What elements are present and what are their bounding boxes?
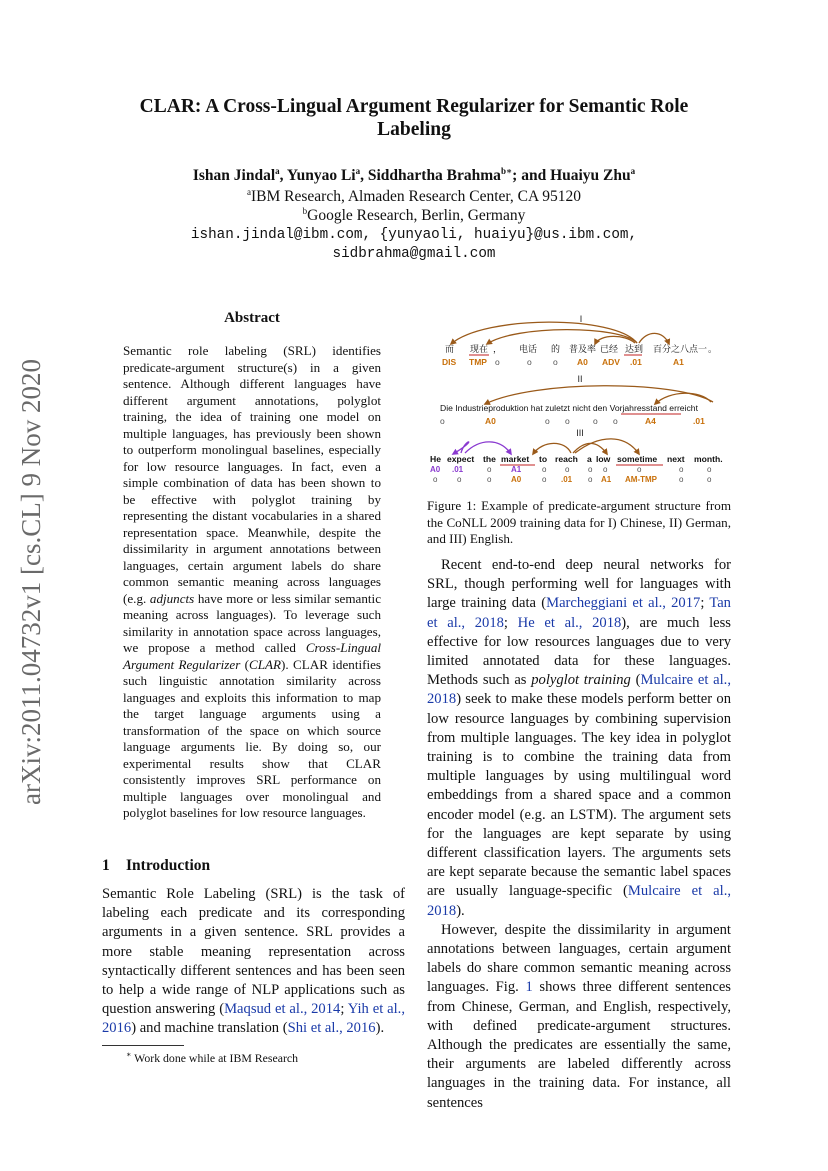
role-label: o (603, 465, 608, 474)
emails-line-1: ishan.jindal@ibm.com, {yunyaoli, huaiyu}@us.ibm.com, (190, 227, 638, 243)
en-word: sometime (617, 454, 658, 464)
en-word: a (587, 454, 592, 464)
en-arcs (453, 439, 639, 454)
body-text: ) seek to make these models perform better on low resource languages by combining supervision from multiple languages. The key idea in polyglot training is to combine the training data from multiple languages by using multilingual word embeddings from a shared space and a common encoder model (e.g. an LSTM). The argument sets for the languages are kept separate by using different classification layers. The arguments sets are kept separate because the semantic label spaces are usually language-specific ( (427, 691, 731, 900)
role-label: .01 (630, 357, 642, 367)
figure-1-caption: Figure 1: Example of predicate-argument structure from the CoNLL 2009 training data for I) Chinese, II) German, and III) English. (427, 498, 731, 546)
role-label: A1 (673, 357, 684, 367)
title-line-1: CLAR: A Cross-Lingual Argument Regularizer for Semantic Role (139, 96, 689, 117)
figure-reference-link[interactable]: 1 (525, 979, 533, 996)
role-label: A0 (577, 357, 588, 367)
en-word: market (501, 454, 530, 464)
role-label: o (588, 475, 593, 484)
body-text: Semantic Role Labeling (SRL) is the task of labeling each predicate and its corresponding arguments in a given sentence. SRL provides a more stable meaning representation across syntactically different sentences and has been seen to help a wide range of NLP applications such as question answering ( (102, 886, 405, 1018)
paper-title (100, 95, 728, 141)
zh-labels (442, 357, 684, 367)
role-label: .01 (561, 475, 573, 484)
body-text: ), are much less effective for low resources languages due to very limited annotated data for these languages. Methods such as (427, 614, 731, 689)
citation-link[interactable]: Yih et al., 2016 (102, 1001, 405, 1037)
zh-word: 。 (708, 344, 718, 354)
abstract-text: ). CLAR identifies such linguistic annotation similarity across languages and exploits this information to map the target language arguments using a transformation of the space on which source language arguments lie. By doing so, our experimental results show that CLAR consistently improves SRL performance on multiple languages over monolingual and polyglot baselines for low resource languages. (123, 656, 381, 820)
en-word: the (483, 454, 496, 464)
role-label: o (433, 475, 438, 484)
body-text: ( (630, 672, 641, 689)
role-label: o (565, 416, 570, 426)
abstract-text: ( (240, 656, 250, 672)
citation-link[interactable]: Shi et al., 2016 (287, 1020, 376, 1037)
body-paragraph (427, 921, 731, 1113)
role-label: o (565, 465, 570, 474)
section-heading-introduction (102, 857, 210, 875)
author-name: Ishan Jindal (192, 167, 276, 185)
author-name: Huaiyu Zhu (550, 167, 631, 185)
author-name: Siddhartha Brahma (367, 167, 501, 185)
arc (533, 443, 571, 454)
role-label: o (637, 465, 642, 474)
en-sentence (430, 454, 723, 464)
role-label: o (495, 357, 500, 367)
arxiv-sidebar-stamp: arXiv:2011.04732v1 [cs.CL] 9 Nov 2020 (16, 359, 46, 805)
arc (465, 442, 511, 454)
zh-word: 而 (445, 344, 455, 354)
abstract-emphasis: CLAR (249, 656, 282, 672)
right-column-body (427, 556, 731, 1113)
zh-word: 的 (551, 344, 561, 354)
footnote (126, 1050, 298, 1066)
role-label: A1 (511, 465, 522, 474)
body-text: Recent end-to-end deep neural networks for SRL, though performing well for languages with large training data ( (427, 557, 731, 612)
abstract-text: have more or less similar semantic meaning across languages). To leverage such similarity in annotation space across languages, we propose a method called (123, 590, 382, 655)
body-text: ). (456, 902, 465, 919)
role-label: o (707, 465, 712, 474)
author-affil-mark: a (630, 166, 636, 176)
title-line-2: Labeling (377, 119, 451, 140)
citation-link[interactable]: He et al., 2018 (517, 614, 622, 631)
en-labels-row2 (433, 475, 712, 484)
author-name: Yunyao Li (286, 167, 356, 185)
abstract-body (123, 343, 381, 822)
affil-mark: b (302, 206, 308, 216)
role-label: o (613, 416, 618, 426)
citation-link[interactable]: Tan et al., 2018 (427, 595, 731, 631)
role-label: o (707, 475, 712, 484)
author-affil-mark: a (355, 166, 361, 176)
role-label: o (545, 416, 550, 426)
affiliation-b (100, 206, 728, 225)
role-label: o (487, 465, 492, 474)
arc (485, 386, 713, 404)
body-text: ). (375, 1020, 385, 1037)
emails-line-2: sidbrahma@gmail.com (332, 246, 496, 262)
de-sentence: Die Industrieproduktion hat zuletzt nicht den Vorjahresstand erreicht (440, 403, 698, 413)
body-text: ; (700, 595, 710, 612)
body-text: ) and machine translation ( (131, 1020, 288, 1037)
roman-label-II: II (577, 374, 583, 384)
role-label: ADV (602, 357, 620, 367)
affil-text: Google Research, Berlin, Germany (307, 207, 526, 225)
roman-label-I: I (579, 314, 583, 324)
affil-text: IBM Research, Almaden Research Center, CA 95120 (251, 188, 581, 206)
body-paragraph (427, 556, 731, 921)
role-label: DIS (442, 357, 457, 367)
role-label: o (679, 475, 684, 484)
role-label: o (553, 357, 558, 367)
en-word: reach (555, 454, 578, 464)
zh-word: 现在 (470, 344, 489, 354)
zh-word: 达到 (625, 344, 644, 354)
role-label: o (487, 475, 492, 484)
de-arcs (485, 386, 713, 404)
roman-label-III: III (576, 428, 584, 438)
citation-link[interactable]: Mulcaire et al., 2018 (427, 672, 731, 708)
abstract-emphasis: adjuncts (149, 590, 195, 606)
citation-link[interactable]: Mulcaire et al., 2018 (427, 883, 731, 919)
body-text: However, despite the dissimilarity in argument annotations between languages, certain argument labels do share common semantic meaning across languages. Fig. (427, 921, 731, 996)
en-word: next (667, 454, 685, 464)
body-text: ; (340, 1001, 348, 1018)
author-list: Ishan Jindal$^a$, Yunyao Li$^a$, Siddhartha Brahma$^{b∗}$; and Huaiyu Zhu$^a$ (192, 166, 636, 185)
role-label: AM-TMP (625, 475, 657, 484)
arc (575, 439, 639, 454)
role-label: o (593, 416, 598, 426)
en-word: He (430, 454, 441, 464)
zh-word: 电话 (519, 344, 538, 354)
abstract-text: Semantic role labeling (SRL) identifies predicate-argument structure(s) in a given sentence. Although different languages have different argument annotations, polyglot training, the idea of training one model on multiple languages, has previously been shown to outperform monolingual baselines, especially for low resource languages. In fact, even a simple combination of data has been shown to be effective with polyglot training by representing the distant vocabularies in a shared representation space. Meanwhile, despite the dissimilarity in argument annotations between languages, certain argument labels do share common semantic meaning across languages (e.g. (123, 343, 381, 606)
body-text: ; (503, 614, 518, 631)
author-affil-mark: a (275, 166, 280, 176)
zh-word: ， (493, 344, 503, 354)
figure-1-srl-diagram (425, 310, 735, 490)
role-label: o (457, 475, 462, 484)
role-label: A1 (601, 475, 612, 484)
body-emphasis: polyglot training (531, 672, 631, 689)
affil-mark: a (247, 187, 252, 197)
zh-word: 普及率 (569, 344, 597, 354)
role-label: o (542, 465, 547, 474)
abstract-emphasis: Cross-Lingual Argument Regularizer (123, 640, 381, 672)
zh-arcs (451, 322, 669, 344)
role-label: A0 (511, 475, 522, 484)
arc (639, 333, 669, 344)
role-label: o (588, 465, 593, 474)
role-label: A4 (645, 416, 656, 426)
section-number: 1 (102, 857, 110, 874)
footnote-rule (102, 1045, 184, 1046)
role-label: A0 (485, 416, 496, 426)
intro-paragraph (102, 885, 405, 1039)
role-label: .01 (452, 465, 464, 474)
arc (573, 443, 607, 454)
footnote-mark: ∗ (126, 1050, 132, 1059)
abstract-heading: Abstract (224, 310, 280, 326)
en-labels-row1 (430, 465, 712, 474)
body-text: shows three different sentences from Chinese, German, and English, respectively, with defined predicate-argument structures. Although the predicates are essentially the same, their arguments are labeled differently across languages in the training data. For instance, all sentences (427, 979, 731, 1111)
section-title: Introduction (126, 857, 211, 874)
en-word: month. (694, 454, 723, 464)
author-affil-mark: b∗ (500, 166, 513, 176)
en-word: low (596, 454, 611, 464)
en-word: to (539, 454, 548, 464)
role-label: .01 (693, 416, 705, 426)
zh-sentence (445, 343, 717, 355)
en-word: expect (447, 454, 475, 464)
de-labels (440, 416, 705, 426)
role-label: A0 (430, 465, 441, 474)
role-label: o (679, 465, 684, 474)
zh-word: 百分之八点一 (653, 344, 708, 354)
citation-link[interactable]: Marcheggiani et al., 2017 (546, 595, 701, 612)
zh-word: 已经 (600, 344, 619, 354)
role-label: o (440, 416, 445, 426)
role-label: o (527, 357, 532, 367)
affiliation-a (100, 187, 728, 206)
citation-link[interactable]: Maqsud et al., 2014 (224, 1001, 341, 1018)
role-label: o (542, 475, 547, 484)
role-label: TMP (469, 357, 487, 367)
footnote-text: Work done while at IBM Research (131, 1050, 299, 1065)
